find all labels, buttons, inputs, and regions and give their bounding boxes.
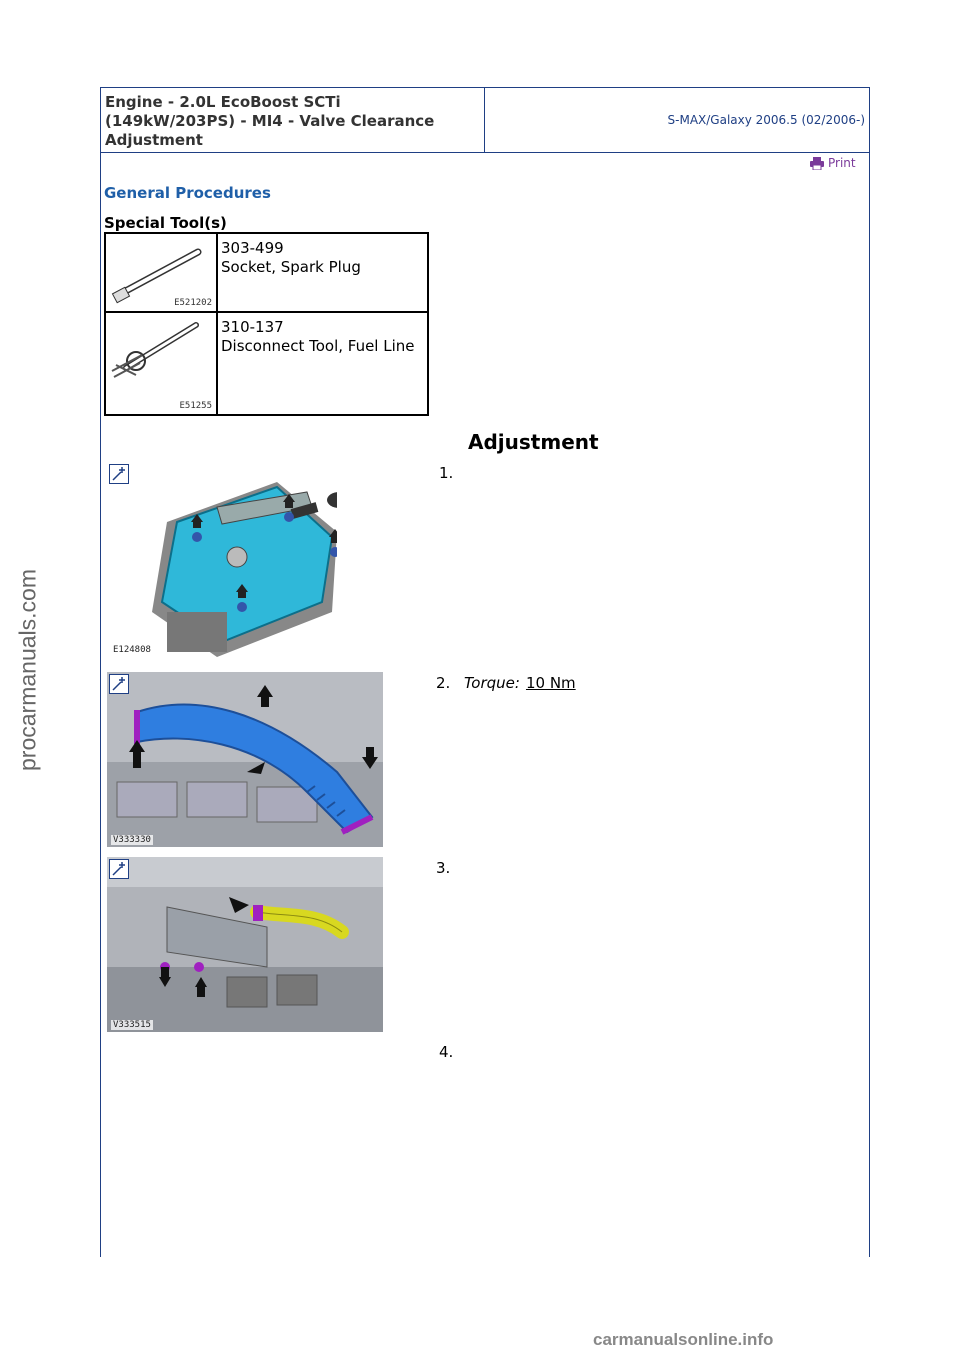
figure-code: E124808 (113, 645, 151, 655)
fuel-line-disconnect-tool-image (106, 313, 218, 414)
torque-value-link[interactable]: 10 Nm (525, 674, 576, 692)
engine-cover-illustration (107, 462, 337, 657)
disconnect-tool-drawing (106, 313, 216, 412)
tool-row (106, 313, 427, 414)
spark-plug-socket-image (106, 234, 218, 311)
special-tools-table (104, 232, 429, 416)
section-title: General Procedures (104, 184, 271, 202)
step-2-figure (107, 672, 383, 847)
tool-name: Disconnect Tool, Fuel Line (221, 337, 415, 355)
tool-image-code: E521202 (174, 298, 212, 308)
tool-description (218, 313, 427, 414)
step-4-number: 4. (439, 1043, 454, 1061)
step-2-number: 2. (436, 674, 451, 692)
tool-row (106, 234, 427, 313)
tool-image-code: E51255 (179, 401, 212, 411)
step-3-figure (107, 857, 383, 1032)
tool-description (218, 234, 427, 311)
torque-label: Torque: (464, 674, 520, 692)
document-title: Engine - 2.0L EcoBoost SCTi (149kW/203PS) - MI4 - Valve Clearance Adjustment (101, 88, 485, 152)
zoom-icon[interactable] (109, 464, 129, 484)
torque-spec (464, 674, 576, 692)
printer-icon (810, 157, 824, 170)
print-button[interactable] (810, 156, 856, 170)
figure-code: V333330 (113, 835, 151, 845)
vehicle-model: S-MAX/Galaxy 2006.5 (02/2006-) (667, 113, 865, 127)
print-label: Print (828, 156, 856, 170)
header-table (100, 87, 870, 153)
zoom-icon[interactable] (109, 859, 129, 879)
air-intake-pipe-illustration (107, 672, 383, 847)
tool-number: 303-499 (221, 239, 284, 257)
special-tools-title: Special Tool(s) (104, 214, 227, 232)
zoom-icon[interactable] (109, 674, 129, 694)
step-3-number: 3. (436, 859, 451, 877)
hose-illustration (107, 857, 383, 1032)
step-1-number: 1. (439, 464, 454, 482)
side-watermark: procarmanuals.com (14, 569, 41, 771)
adjustment-heading: Adjustment (468, 430, 599, 454)
tool-number: 310-137 (221, 318, 284, 336)
tool-name: Socket, Spark Plug (221, 258, 361, 276)
footer-watermark: carmanualsonline.info (593, 1330, 774, 1349)
step-1-figure (107, 462, 337, 657)
figure-code: V333515 (113, 1020, 151, 1030)
